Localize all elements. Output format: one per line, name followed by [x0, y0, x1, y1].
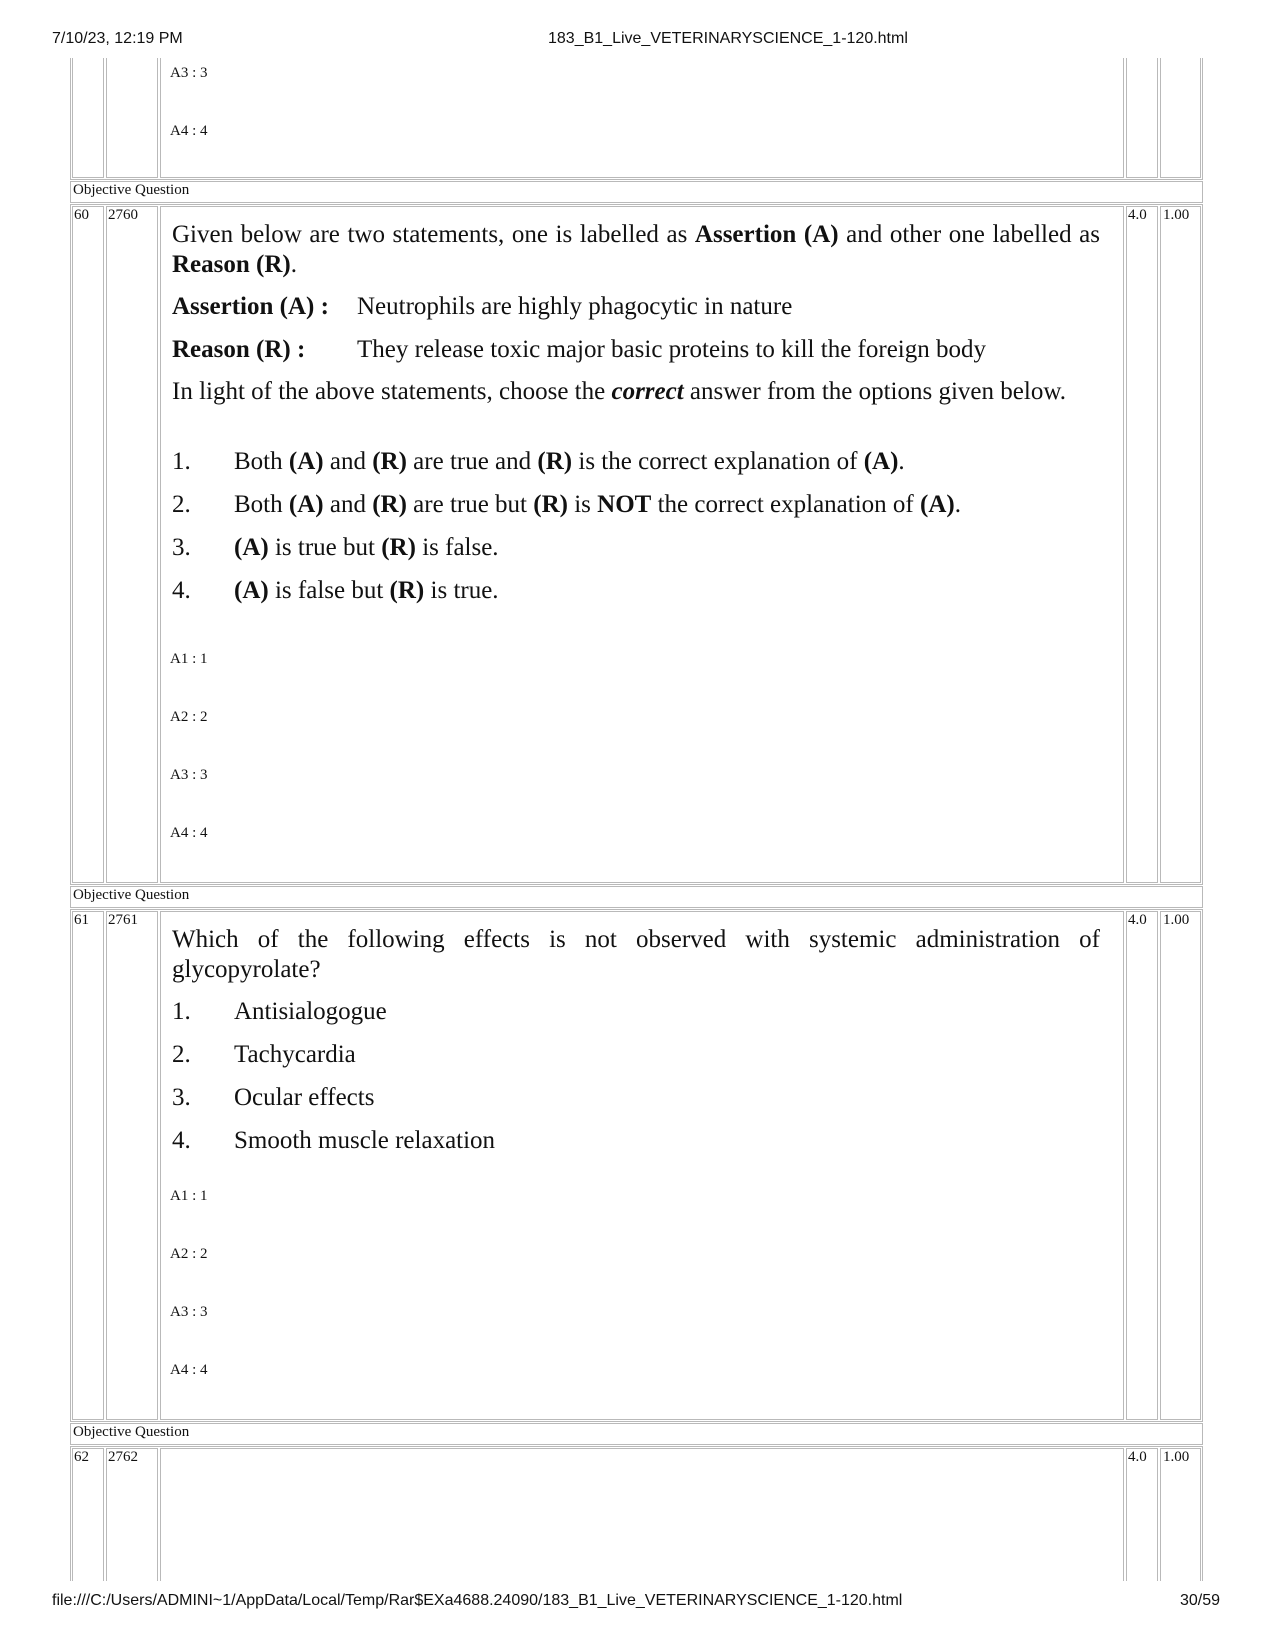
print-datetime: 7/10/23, 12:19 PM: [52, 30, 183, 47]
q60-reason: [172, 335, 1100, 365]
q60-intro-text: Given below are two statements, one is labelled as: [172, 221, 695, 248]
q60-intro-text: and other one labelled as: [838, 221, 1100, 248]
q60-answer: A4 : 4: [170, 825, 208, 841]
q60-cell-qid: [106, 206, 158, 883]
prev-answer-3: A3 : 3: [170, 65, 208, 81]
q60-question-id: 2760: [108, 207, 138, 223]
q60-option: 1. Both (A) and (R) are true and (R) is the correct explanation of (A).: [172, 448, 905, 475]
instruction-emphasis: correct: [611, 378, 684, 405]
q60-intro: [172, 220, 1100, 280]
reason-label: Reason (R) :: [172, 336, 306, 363]
assertion-label: Assertion (A) :: [172, 293, 329, 320]
q60-answer: A2 : 2: [170, 709, 208, 725]
document-title: 183_B1_Live_VETERINARYSCIENCE_1-120.html: [548, 30, 908, 47]
q61-cell-qid: [106, 911, 158, 1420]
instruction-text: In light of the above statements, choose the: [172, 378, 612, 405]
q61-answer: A2 : 2: [170, 1246, 208, 1262]
q62-cell-neg: [1160, 1448, 1201, 1581]
q62-question-id: 2762: [108, 1449, 138, 1465]
q62-negative-marks: 1.00: [1163, 1449, 1190, 1465]
q60-option: 3. (A) is true but (R) is false.: [172, 534, 499, 561]
q60-assertion: [172, 292, 1100, 322]
q60-intro-assertion: Assertion (A): [694, 221, 839, 248]
q61-cell-sno: [72, 911, 104, 1420]
q60-option: 4. (A) is false but (R) is true.: [172, 577, 499, 604]
prev-cell-neg: [1160, 58, 1201, 178]
prev-cell-marks: [1126, 58, 1158, 178]
prev-cell-question: [160, 58, 1124, 178]
section-row: [70, 1423, 1203, 1445]
q61-marks: 4.0: [1128, 912, 1147, 928]
q60-cell-neg: [1160, 206, 1201, 883]
q62-marks: 4.0: [1128, 1449, 1147, 1465]
q61-option: 4. Smooth muscle relaxation: [172, 1127, 496, 1154]
q61-serial: 61: [74, 912, 89, 928]
file-path: file:///C:/Users/ADMINI~1/AppData/Local/Temp/Rar$EXa4688.24090/183_B1_Live_VETERINARYSCIENCE_1-120.html: [52, 1592, 903, 1609]
q60-instruction: [172, 377, 1100, 407]
q60-answer: A3 : 3: [170, 767, 208, 783]
section-label: Objective Question: [73, 1424, 190, 1440]
q62-serial: 62: [74, 1449, 89, 1465]
assertion-text: Neutrophils are highly phagocytic in nature: [357, 293, 793, 320]
q60-negative-marks: 1.00: [1163, 207, 1190, 223]
q61-option: 1. Antisialogogue: [172, 998, 387, 1025]
q62-cell-sno: [72, 1448, 104, 1581]
q61-question: Which of the following effects is not observed with systemic administration of glycopyrolate?: [172, 926, 1100, 983]
prev-cell-sno: [72, 58, 104, 178]
reason-text: They release toxic major basic proteins to kill the foreign body: [357, 336, 986, 363]
q61-option: 2. Tachycardia: [172, 1041, 356, 1068]
q61-answer: A4 : 4: [170, 1362, 208, 1378]
q61-answer: A3 : 3: [170, 1304, 208, 1320]
q60-cell-marks: [1126, 206, 1158, 883]
section-row: [70, 886, 1203, 908]
q62-cell-qid: [106, 1448, 158, 1581]
q61-cell-marks: [1126, 911, 1158, 1420]
q61-option: 3. Ocular effects: [172, 1084, 375, 1111]
prev-answer-4: A4 : 4: [170, 123, 208, 139]
section-label: Objective Question: [73, 182, 190, 198]
q61-cell-question: [160, 911, 1124, 1420]
q61-cell-neg: [1160, 911, 1201, 1420]
q61-negative-marks: 1.00: [1163, 912, 1190, 928]
q60-intro-reason: Reason (R): [172, 251, 291, 278]
instruction-text: answer from the options given below.: [683, 378, 1066, 405]
q60-cell-sno: [72, 206, 104, 883]
q60-option: 2. Both (A) and (R) are true but (R) is NOT the correct explanation of (A).: [172, 491, 961, 518]
q60-serial: 60: [74, 207, 89, 223]
q60-intro-text: .: [290, 251, 297, 278]
prev-cell-qid: [106, 58, 158, 178]
q60-marks: 4.0: [1128, 207, 1147, 223]
q62-cell-marks: [1126, 1448, 1158, 1581]
q60-answer: A1 : 1: [170, 651, 208, 667]
section-label: Objective Question: [73, 887, 190, 903]
page-number: 30/59: [1180, 1592, 1221, 1609]
section-row: [70, 181, 1203, 203]
q61-question-id: 2761: [108, 912, 138, 928]
q61-answer: A1 : 1: [170, 1188, 208, 1204]
q62-cell-question: [160, 1448, 1124, 1581]
